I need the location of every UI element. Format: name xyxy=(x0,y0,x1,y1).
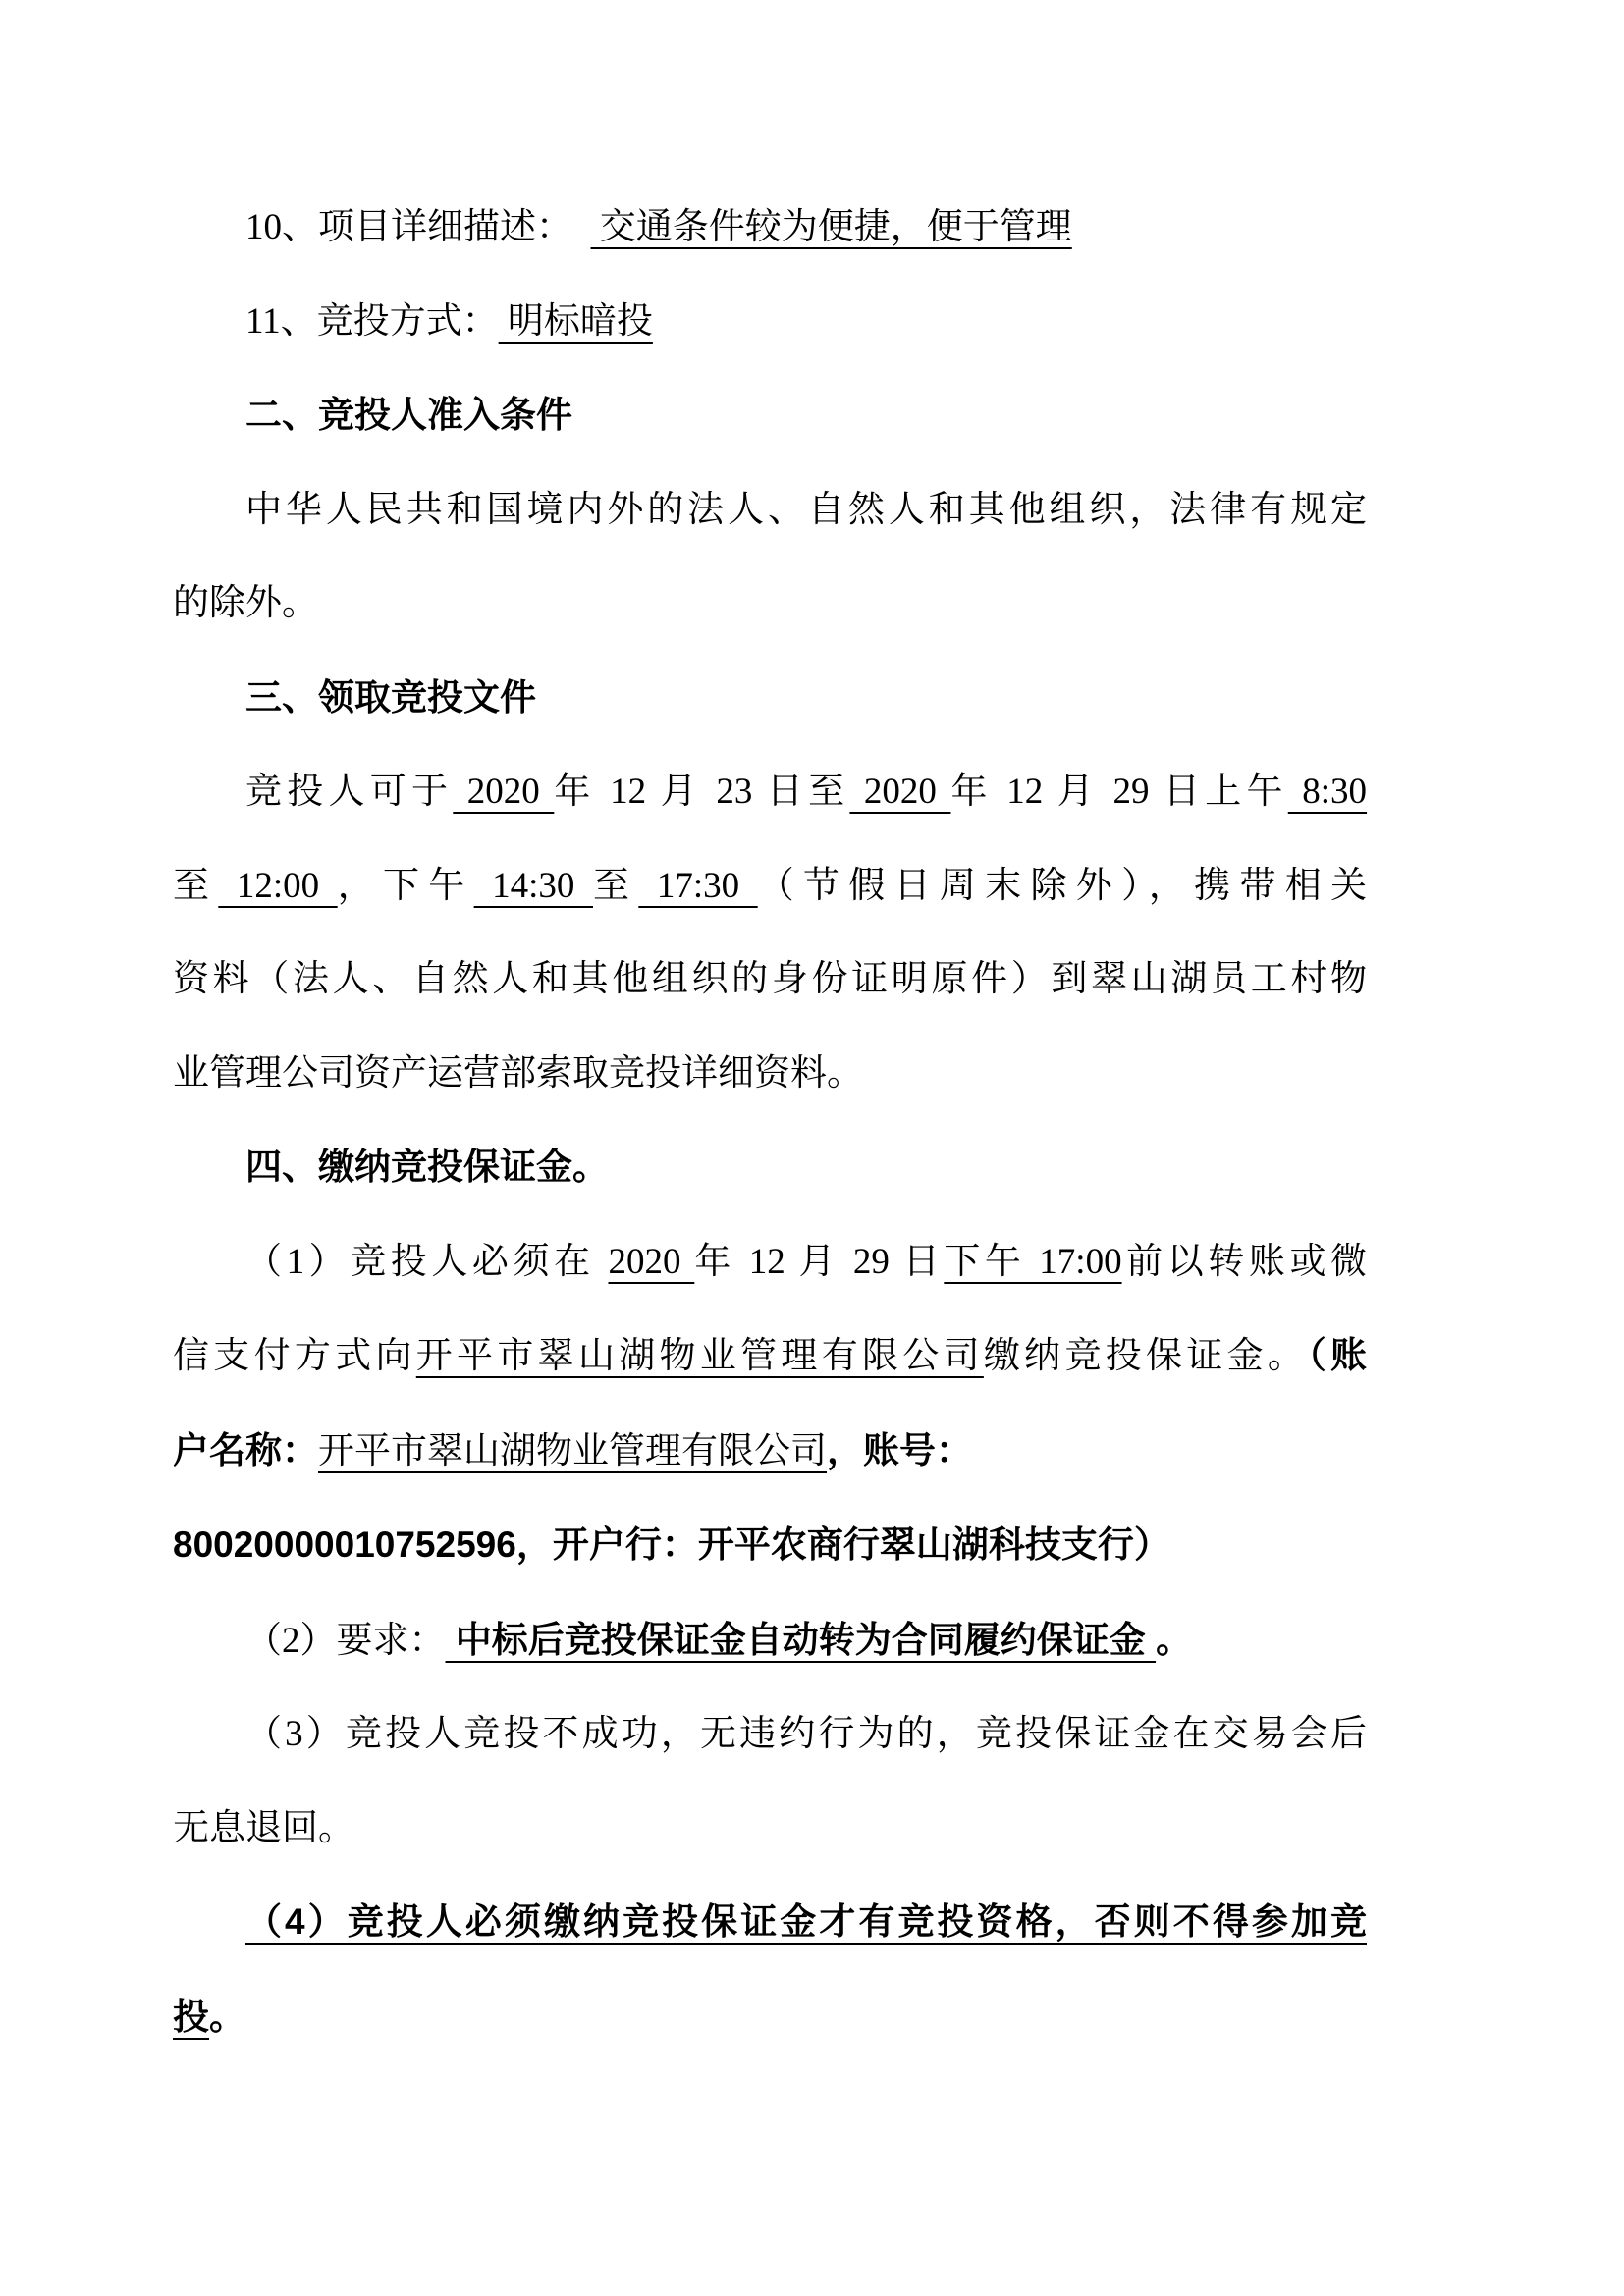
doc-line xyxy=(173,181,1367,275)
doc-line xyxy=(173,557,1367,651)
text-run: 信支付方式向 xyxy=(173,1336,416,1376)
text-run: 至 xyxy=(173,865,219,906)
text-run: （1）竞投人必须在 xyxy=(245,1241,609,1282)
text-run: 年 12 月 29 日上午 xyxy=(950,772,1288,812)
doc-line xyxy=(173,1782,1367,1876)
text-run: 缴纳竞投保证金。 xyxy=(983,1336,1309,1376)
underlined-text-run: 开平市翠山湖物业管理有限公司 xyxy=(318,1430,827,1471)
doc-line xyxy=(173,745,1367,839)
text-run: 11、竞投方式： xyxy=(245,300,499,342)
text-run: 前以转账或微 xyxy=(1121,1241,1368,1282)
text-run: （节假日周末除外），携带相关 xyxy=(757,865,1368,906)
doc-line xyxy=(173,933,1367,1027)
underlined-text-run: 2020 xyxy=(453,772,555,812)
doc-line xyxy=(173,651,1367,746)
text-run: 中华人民共和国境内外的法人、自然人和其他组织，法律有规定 xyxy=(245,489,1367,530)
doc-line xyxy=(173,839,1367,934)
text-run: （2）要求： xyxy=(245,1620,446,1661)
text-run: （账 xyxy=(1308,1335,1368,1375)
text-run: 年 12 月 23 日至 xyxy=(554,772,850,812)
doc-line xyxy=(173,1404,1367,1499)
doc-line xyxy=(173,1027,1367,1121)
text-run: 竞投人可于 xyxy=(245,772,454,812)
underlined-text-run: （4）竞投人必须缴纳竞投保证金才有竞投资格，否则不得参加竞 xyxy=(245,1901,1367,1942)
text-run: 的除外。 xyxy=(173,583,318,623)
underlined-text-run: 下午 17:00 xyxy=(944,1241,1122,1282)
doc-line xyxy=(173,1970,1367,2065)
text-run: 80020000010752596，开户行：开平农商行翠山湖科技支行） xyxy=(173,1524,1170,1565)
underlined-text-run: 2020 xyxy=(608,1241,695,1282)
text-run: ，下午 xyxy=(337,865,474,906)
doc-line xyxy=(173,1215,1367,1309)
underlined-text-run: 2020 xyxy=(849,772,951,812)
underlined-text-run: 投 xyxy=(173,1996,209,2037)
underlined-text-run: 开平市翠山湖物业管理有限公司 xyxy=(415,1336,984,1376)
text-run: 。 xyxy=(1156,1619,1193,1660)
text-run: 10、项目详细描述： xyxy=(245,207,591,247)
doc-line xyxy=(173,1875,1367,1970)
text-run: （3）竞投人竞投不成功，无违约行为的，竞投保证金在交易会后 xyxy=(245,1714,1367,1754)
text-run: 无息退回。 xyxy=(173,1807,354,1848)
underlined-text-run: 明标暗投 xyxy=(498,300,653,342)
doc-line xyxy=(173,1308,1367,1404)
text-run: 户名称： xyxy=(173,1429,318,1470)
text-run: 二、竞投人准入条件 xyxy=(245,395,572,435)
doc-line xyxy=(173,275,1367,369)
underlined-text-run: 8:30 xyxy=(1287,772,1368,812)
document-body xyxy=(173,181,1367,2064)
doc-line xyxy=(173,1593,1367,1688)
text-run: 业管理公司资产运营部索取竞投详细资料。 xyxy=(173,1052,863,1094)
underlined-text-run: 14:30 xyxy=(473,865,593,906)
underlined-text-run: 交通条件较为便捷，便于管理 xyxy=(590,207,1072,247)
text-run: ，账号： xyxy=(827,1429,972,1470)
doc-line xyxy=(173,463,1367,558)
doc-line xyxy=(173,1687,1367,1782)
underlined-text-run: 12:00 xyxy=(218,865,338,906)
text-run: 至 xyxy=(593,865,639,906)
underlined-text-run: 中标后竞投保证金自动转为合同履约保证金 xyxy=(445,1619,1157,1660)
text-run: 三、领取竞投文件 xyxy=(245,676,536,718)
text-run: 四、缴纳竞投保证金。 xyxy=(245,1147,609,1187)
text-run: 资料（法人、自然人和其他组织的身份证明原件）到翠山湖员工村物 xyxy=(173,959,1367,999)
doc-line xyxy=(173,1120,1367,1215)
text-run: 年 12 月 29 日 xyxy=(694,1241,945,1282)
text-run: 。 xyxy=(209,1996,245,2037)
doc-line xyxy=(173,368,1367,463)
underlined-text-run: 17:30 xyxy=(638,865,758,906)
doc-line xyxy=(173,1498,1367,1593)
